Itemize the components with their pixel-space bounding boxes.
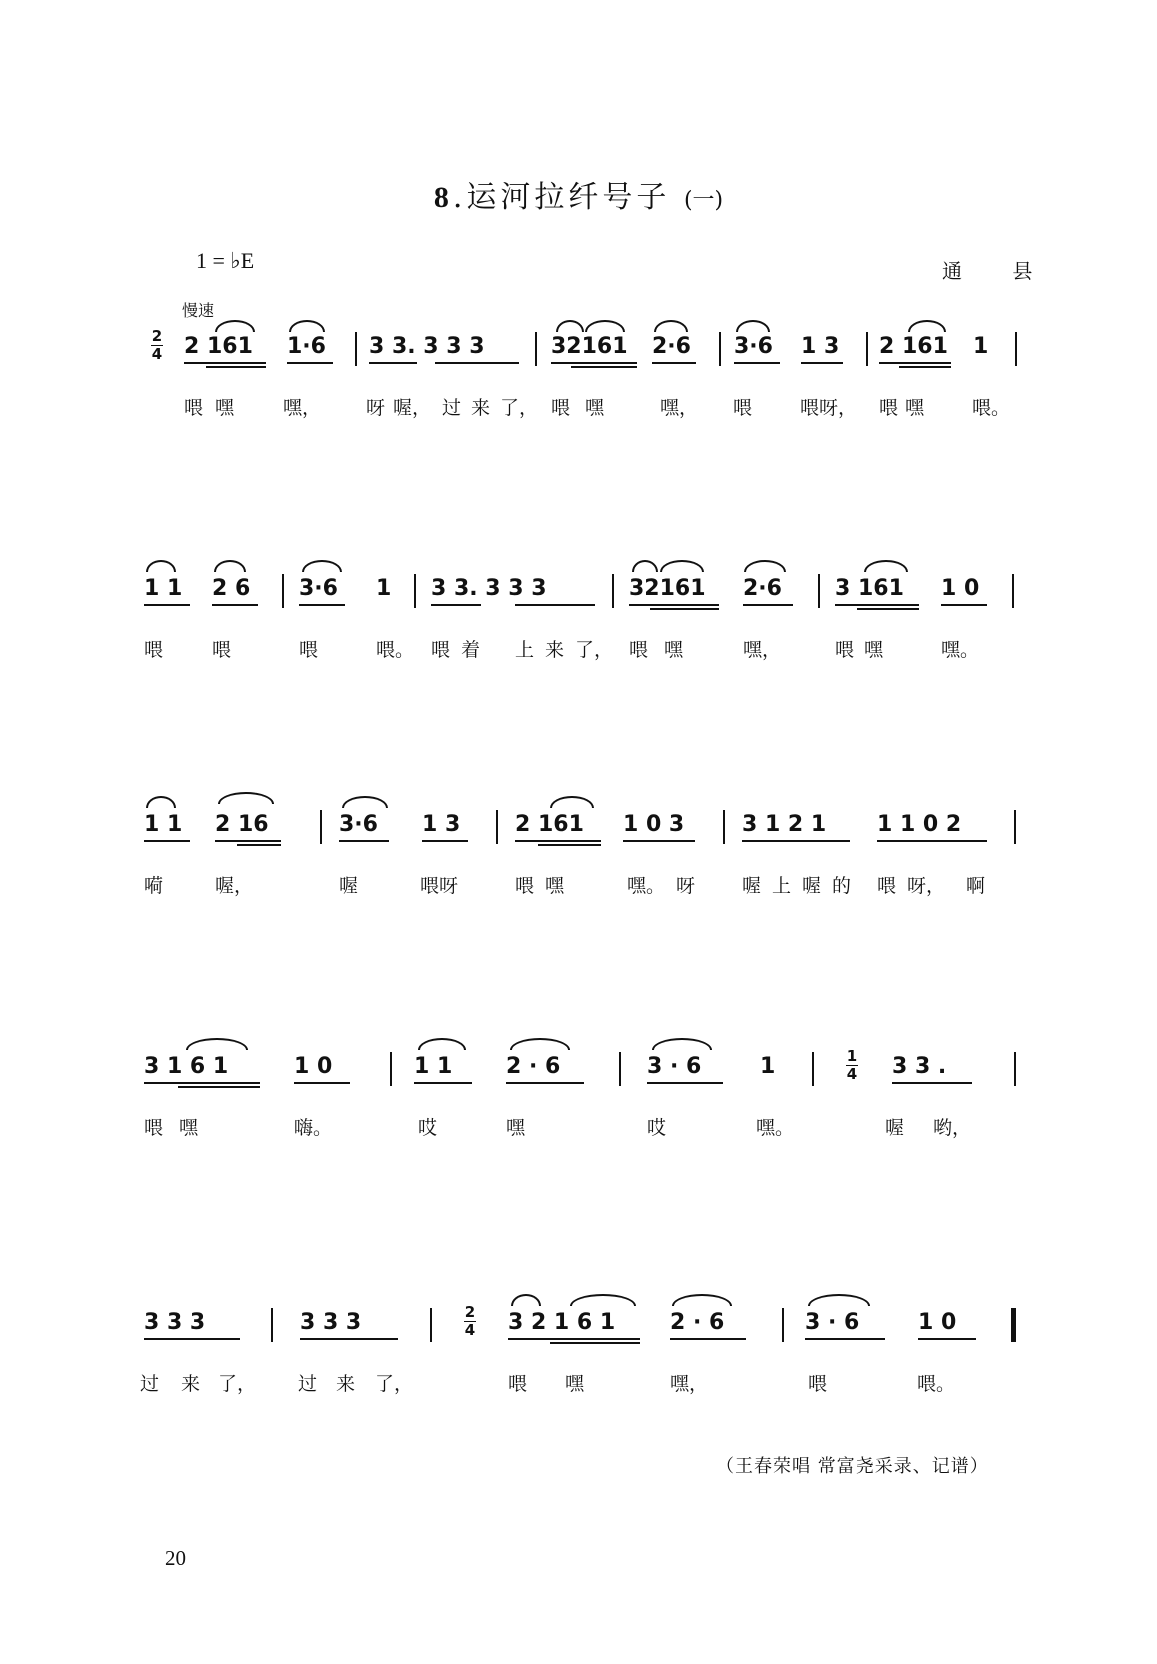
lyric-syllable: 喂 <box>808 1373 828 1395</box>
lyric-syllable: 喂 <box>733 397 753 419</box>
lyric-syllable: 嘿 <box>565 1373 585 1395</box>
lyric-syllable: 啊 <box>966 875 986 897</box>
lyric-syllable: 喂。 <box>972 397 1011 419</box>
note-group: 1 0 <box>294 1054 333 1079</box>
lyric-syllable: 哎 <box>647 1117 667 1139</box>
underline-beam <box>431 604 481 606</box>
underline-beam <box>515 604 595 606</box>
note-group: 2·6 <box>743 576 782 601</box>
bar-line <box>390 1052 392 1086</box>
underline-beam <box>899 366 951 368</box>
underline-beam <box>877 840 987 842</box>
lyric-syllable: 喂 <box>508 1373 528 1395</box>
slur-mark <box>736 320 770 332</box>
underline-beam <box>237 844 281 846</box>
credit-line: （王春荣唱 常富尧采录、记谱） <box>716 1456 989 1477</box>
lyric-syllable: 了， <box>500 397 539 419</box>
underline-beam <box>941 604 987 606</box>
underline-beam <box>742 840 850 842</box>
bar-line <box>1014 1052 1016 1086</box>
note-group: 2 16 <box>215 812 269 837</box>
underline-beam <box>879 362 951 364</box>
slur-mark <box>570 1294 636 1306</box>
note-group: 3·6 <box>339 812 378 837</box>
note-group: 3 3 . <box>892 1054 947 1079</box>
bar-line <box>818 574 820 608</box>
bar-line <box>1014 810 1016 844</box>
lyric-syllable: 嘿， <box>660 397 699 419</box>
bar-line <box>723 810 725 844</box>
slur-mark <box>289 320 325 332</box>
underline-beam <box>215 840 281 842</box>
bar-line <box>719 332 721 366</box>
lyric-syllable: 来 <box>336 1373 356 1395</box>
lyric-syllable: 过 <box>140 1373 160 1395</box>
lyric-syllable: 喂呀， <box>800 397 858 419</box>
lyric-syllable: 喂呀 <box>420 875 459 897</box>
lyric-syllable: 嘿 <box>545 875 565 897</box>
note-group: 1 1 <box>144 812 183 837</box>
slur-mark <box>214 560 246 572</box>
note-group: 1·6 <box>287 334 326 359</box>
bar-line <box>535 332 537 366</box>
lyric-syllable: 嘿 <box>664 639 684 661</box>
lyric-syllable: 嘿。 <box>627 875 666 897</box>
lyric-syllable: 来 <box>545 639 565 661</box>
underline-beam <box>212 604 258 606</box>
note-group: 1 1 <box>414 1054 453 1079</box>
underline-beam <box>551 362 637 364</box>
tempo-marking: 慢速 <box>182 301 215 320</box>
note-group: 3 3. 3 3 3 <box>431 576 547 601</box>
note-group: 1 <box>973 334 989 359</box>
note-group: 32161 <box>551 334 628 359</box>
note-group: 3 1 2 1 <box>742 812 827 837</box>
lyric-syllable: 喂 <box>879 397 899 419</box>
slur-mark <box>654 320 688 332</box>
note-group: 1 0 <box>918 1310 957 1335</box>
lyric-syllable: 喂 <box>629 639 649 661</box>
note-group: 1 3 <box>422 812 461 837</box>
underline-beam <box>422 840 468 842</box>
note-group: 1 <box>760 1054 776 1079</box>
bar-line <box>1015 332 1017 366</box>
page-title <box>0 172 1157 216</box>
lyric-syllable: 嗬 <box>144 875 164 897</box>
bar-line <box>1012 574 1014 608</box>
bar-line <box>619 1052 621 1086</box>
underline-beam <box>550 1342 640 1344</box>
underline-beam <box>294 1082 350 1084</box>
origin-label: 通 县 <box>942 259 1055 283</box>
underline-beam <box>571 366 637 368</box>
note-group: 1 1 <box>144 576 183 601</box>
underline-beam <box>184 362 266 364</box>
slur-mark <box>864 560 908 572</box>
underline-beam <box>178 1086 260 1088</box>
underline-beam <box>805 1338 885 1340</box>
bar-line <box>782 1308 784 1342</box>
note-group: 3·6 <box>734 334 773 359</box>
slur-mark <box>510 1038 570 1050</box>
lyric-syllable: 的 <box>832 875 852 897</box>
underline-beam <box>652 362 696 364</box>
lyric-syllable: 上 <box>772 875 792 897</box>
time-signature: 1 4 <box>846 1047 858 1083</box>
bar-line <box>355 332 357 366</box>
lyric-syllable: 喔 <box>742 875 762 897</box>
lyric-syllable: 嘿 <box>905 397 925 419</box>
underline-beam <box>144 1338 240 1340</box>
slur-mark <box>302 560 342 572</box>
underline-beam <box>629 604 719 606</box>
lyric-syllable: 嘿。 <box>941 639 980 661</box>
underline-beam <box>144 604 190 606</box>
slur-mark <box>672 1294 732 1306</box>
underline-beam <box>369 362 417 364</box>
slur-mark <box>744 560 786 572</box>
slur-mark <box>808 1294 870 1306</box>
note-group: 3 1 6 1 <box>144 1054 229 1079</box>
note-group: 1 1 0 2 <box>877 812 962 837</box>
slur-mark <box>556 320 584 332</box>
underline-beam <box>508 1338 640 1340</box>
note-group: 2 · 6 <box>670 1310 725 1335</box>
time-signature: 2 4 <box>151 327 163 363</box>
final-bar-line <box>1011 1308 1016 1342</box>
lyric-syllable: 嘿， <box>670 1373 709 1395</box>
underline-beam <box>857 608 919 610</box>
note-group: 3 161 <box>835 576 904 601</box>
score-row-1 <box>0 326 1157 436</box>
slur-mark <box>660 560 704 572</box>
underline-beam <box>414 1082 472 1084</box>
lyric-syllable: 来 <box>471 397 491 419</box>
underline-beam <box>538 844 601 846</box>
lyric-syllable: 喂 <box>431 639 451 661</box>
underline-beam <box>918 1338 976 1340</box>
score-row-4 <box>0 1046 1157 1156</box>
lyric-syllable: 了， <box>375 1373 414 1395</box>
underline-beam <box>287 362 333 364</box>
note-group: 3 3 3 <box>300 1310 362 1335</box>
slur-mark <box>215 320 255 332</box>
lyric-syllable: 上 <box>515 639 535 661</box>
slur-mark <box>218 792 274 804</box>
slur-mark <box>511 1294 541 1306</box>
note-group: 2 6 <box>212 576 251 601</box>
slur-mark <box>186 1038 248 1050</box>
bar-line <box>320 810 322 844</box>
note-group: 2·6 <box>652 334 691 359</box>
lyric-syllable: 嘿， <box>743 639 782 661</box>
note-group: 32161 <box>629 576 706 601</box>
score-row-2 <box>0 568 1157 678</box>
lyric-syllable: 喂 <box>877 875 897 897</box>
score-row-3 <box>0 804 1157 914</box>
underline-beam <box>650 608 719 610</box>
underline-beam <box>835 604 919 606</box>
underline-beam <box>801 362 843 364</box>
bar-line <box>282 574 284 608</box>
slur-mark <box>908 320 946 332</box>
title-number: 8 <box>433 181 453 214</box>
lyric-syllable: 喔 <box>339 875 359 897</box>
note-group: 3 3. 3 3 3 <box>369 334 485 359</box>
underline-beam <box>206 366 266 368</box>
lyric-syllable: 嘿 <box>179 1117 199 1139</box>
lyric-syllable: 嘿 <box>215 397 235 419</box>
underline-beam <box>892 1082 972 1084</box>
lyric-syllable: 哟， <box>933 1117 972 1139</box>
underline-beam <box>300 1338 398 1340</box>
slur-mark <box>146 560 176 572</box>
note-group: 2 161 <box>879 334 948 359</box>
note-group: 1 0 3 <box>623 812 685 837</box>
page-number: 20 <box>165 1546 186 1570</box>
slur-mark <box>146 796 176 808</box>
underline-beam <box>339 840 389 842</box>
lyric-syllable: 了， <box>218 1373 257 1395</box>
lyric-syllable: 哎 <box>418 1117 438 1139</box>
note-group: 3 3 3 <box>144 1310 206 1335</box>
underline-beam <box>515 840 601 842</box>
bar-line <box>430 1308 432 1342</box>
time-signature: 2 4 <box>464 1303 476 1339</box>
title-text: .运河拉纤号子 <box>452 180 671 215</box>
slur-mark <box>652 1038 712 1050</box>
bar-line <box>612 574 614 608</box>
note-group: 3 2 1 6 1 <box>508 1310 616 1335</box>
title-subtitle: (一) <box>683 188 724 213</box>
lyric-syllable: 着 <box>461 639 481 661</box>
lyric-syllable: 喂 <box>835 639 855 661</box>
lyric-syllable: 嘿 <box>585 397 605 419</box>
slur-mark <box>550 796 594 808</box>
underline-beam <box>144 840 190 842</box>
lyric-syllable: 喂 <box>299 639 319 661</box>
slur-mark <box>418 1038 466 1050</box>
lyric-syllable: 呀， <box>907 875 946 897</box>
lyric-syllable: 嘿， <box>283 397 322 419</box>
note-group: 1 <box>376 576 392 601</box>
note-group: 3 · 6 <box>647 1054 702 1079</box>
lyric-syllable: 喔 <box>885 1117 905 1139</box>
slur-mark <box>632 560 658 572</box>
note-group: 3 · 6 <box>805 1310 860 1335</box>
bar-line <box>496 810 498 844</box>
underline-beam <box>734 362 780 364</box>
note-group: 2 161 <box>184 334 253 359</box>
lyric-syllable: 嘿 <box>506 1117 526 1139</box>
underline-beam <box>506 1082 584 1084</box>
note-group: 2 · 6 <box>506 1054 561 1079</box>
note-group: 1 3 <box>801 334 840 359</box>
lyric-syllable: 了， <box>575 639 614 661</box>
underline-beam <box>623 840 695 842</box>
lyric-syllable: 过 <box>298 1373 318 1395</box>
lyric-syllable: 喂。 <box>917 1373 956 1395</box>
lyric-syllable: 喂 <box>144 1117 164 1139</box>
underline-beam <box>670 1338 746 1340</box>
underline-beam <box>299 604 345 606</box>
slur-mark <box>585 320 625 332</box>
lyric-syllable: 喂 <box>184 397 204 419</box>
lyric-syllable: 呀 <box>366 397 386 419</box>
underline-beam <box>743 604 793 606</box>
bar-line <box>414 574 416 608</box>
lyric-syllable: 嘿 <box>864 639 884 661</box>
lyric-syllable: 喔， <box>393 397 432 419</box>
lyric-syllable: 嗨。 <box>294 1117 333 1139</box>
lyric-syllable: 喔 <box>802 875 822 897</box>
lyric-syllable: 喂 <box>212 639 232 661</box>
lyric-syllable: 来 <box>181 1373 201 1395</box>
bar-line <box>271 1308 273 1342</box>
lyric-syllable: 喂 <box>515 875 535 897</box>
slur-mark <box>342 796 388 808</box>
lyric-syllable: 嘿。 <box>756 1117 795 1139</box>
underline-beam <box>435 362 519 364</box>
underline-beam <box>647 1082 723 1084</box>
underline-beam <box>144 1082 260 1084</box>
score-row-5 <box>0 1302 1157 1412</box>
note-group: 2 161 <box>515 812 584 837</box>
note-group: 1 0 <box>941 576 980 601</box>
lyric-syllable: 过 <box>442 397 462 419</box>
lyric-syllable: 喂 <box>551 397 571 419</box>
bar-line <box>866 332 868 366</box>
note-group: 3·6 <box>299 576 338 601</box>
lyric-syllable: 呀 <box>676 875 696 897</box>
lyric-syllable: 喂 <box>144 639 164 661</box>
bar-line <box>812 1052 814 1086</box>
key-signature: 1 = ♭E <box>196 248 255 273</box>
lyric-syllable: 喂。 <box>376 639 415 661</box>
lyric-syllable: 喔， <box>215 875 254 897</box>
